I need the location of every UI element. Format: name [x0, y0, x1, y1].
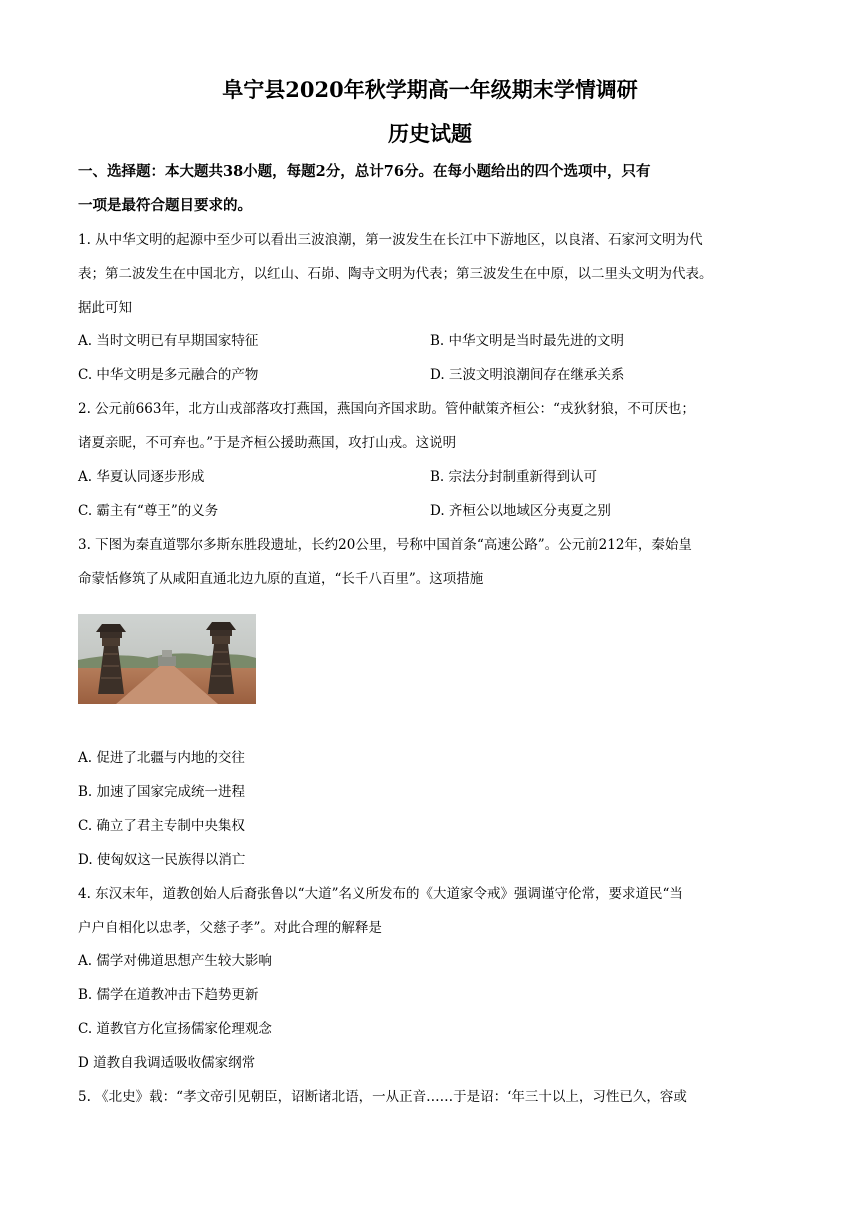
q3-stem-line2: 命蒙恬修筑了从咸阳直通北边九原的直道，“长千八百里”。这项措施: [78, 571, 484, 587]
q1-stem-line2: 表；第二波发生在中国北方，以红山、石峁、陶寺文明为代表；第三波发生在中原，以二里头文明为代表。: [78, 266, 713, 282]
q1-option-a: A. 当时文明已有早期国家特征: [78, 333, 259, 349]
q2-option-b: B. 宗法分封制重新得到认可: [430, 469, 598, 485]
q3-stem-line1: 3. 下图为秦直道鄂尔多斯东胜段遗址，长约20公里，号称中国首条“高速公路”。公元前212年，秦始皇: [78, 537, 692, 553]
q2-option-a: A. 华夏认同逐步形成: [78, 469, 205, 485]
q2-stem-line2: 诸夏亲昵，不可弃也。”于是齐桓公援助燕国，攻打山戎。这说明: [78, 435, 457, 451]
q1-option-b: B. 中华文明是当时最先进的文明: [430, 333, 625, 349]
section-heading-line2: 一项是最符合题目要求的。: [78, 197, 252, 214]
q1-option-c: C. 中华文明是多元融合的产物: [78, 367, 259, 383]
q3-option-a: A. 促进了北疆与内地的交往: [78, 750, 245, 766]
q4-option-a: A. 儒学对佛道思想产生较大影响: [78, 953, 272, 969]
q4-option-b: B. 儒学在道教冲击下趋势更新: [78, 987, 259, 1003]
page-title: 阜宁县2020年秋学期高一年级期末学情调研: [222, 77, 638, 102]
q2-stem-line1: 2. 公元前663年，北方山戎部落攻打燕国，燕国向齐国求助。管仲献策齐桓公：“戎狄豺狼，不可厌也；: [78, 401, 695, 417]
q1-stem-line3: 据此可知: [78, 300, 132, 316]
q2-option-d: D. 齐桓公以地域区分夷夏之别: [430, 503, 611, 519]
q3-option-c: C. 确立了君主专制中央集权: [78, 818, 245, 834]
q4-stem-line1: 4. 东汉末年，道教创始人后裔张鲁以“大道”名义所发布的《大道家令戒》强调谨守伦常，要求道民“当: [78, 886, 683, 902]
page-subtitle: 历史试题: [388, 121, 472, 146]
q4-stem-line2: 户户自相化以忠孝，父慈子孝”。对此合理的解释是: [78, 920, 382, 936]
q1-stem-line1: 1. 从中华文明的起源中至少可以看出三波浪潮，第一波发生在长江中下游地区，以良渚、石家河文明为代: [78, 232, 703, 248]
q3-option-b: B. 加速了国家完成统一进程: [78, 784, 246, 800]
q4-option-d: D 道教自我调适吸收儒家纲常: [78, 1055, 256, 1071]
q3-option-d: D. 使匈奴这一民族得以消亡: [78, 852, 246, 868]
section-heading-line1: 一、选择题：本大题共38小题，每题2分，总计76分。在每小题给出的四个选项中，只有: [78, 163, 651, 180]
q2-option-c: C. 霸主有“尊王”的义务: [78, 503, 219, 519]
q4-option-c: C. 道教官方化宣扬儒家伦理观念: [78, 1021, 272, 1037]
qin-road-photo: [78, 614, 256, 704]
q1-option-d: D. 三波文明浪潮间存在继承关系: [430, 367, 625, 383]
q5-stem-line1: 5. 《北史》载：“孝文帝引见朝臣，诏断诸北语，一从正音……于是诏：‘年三十以上，习性已久，容或: [78, 1089, 687, 1105]
